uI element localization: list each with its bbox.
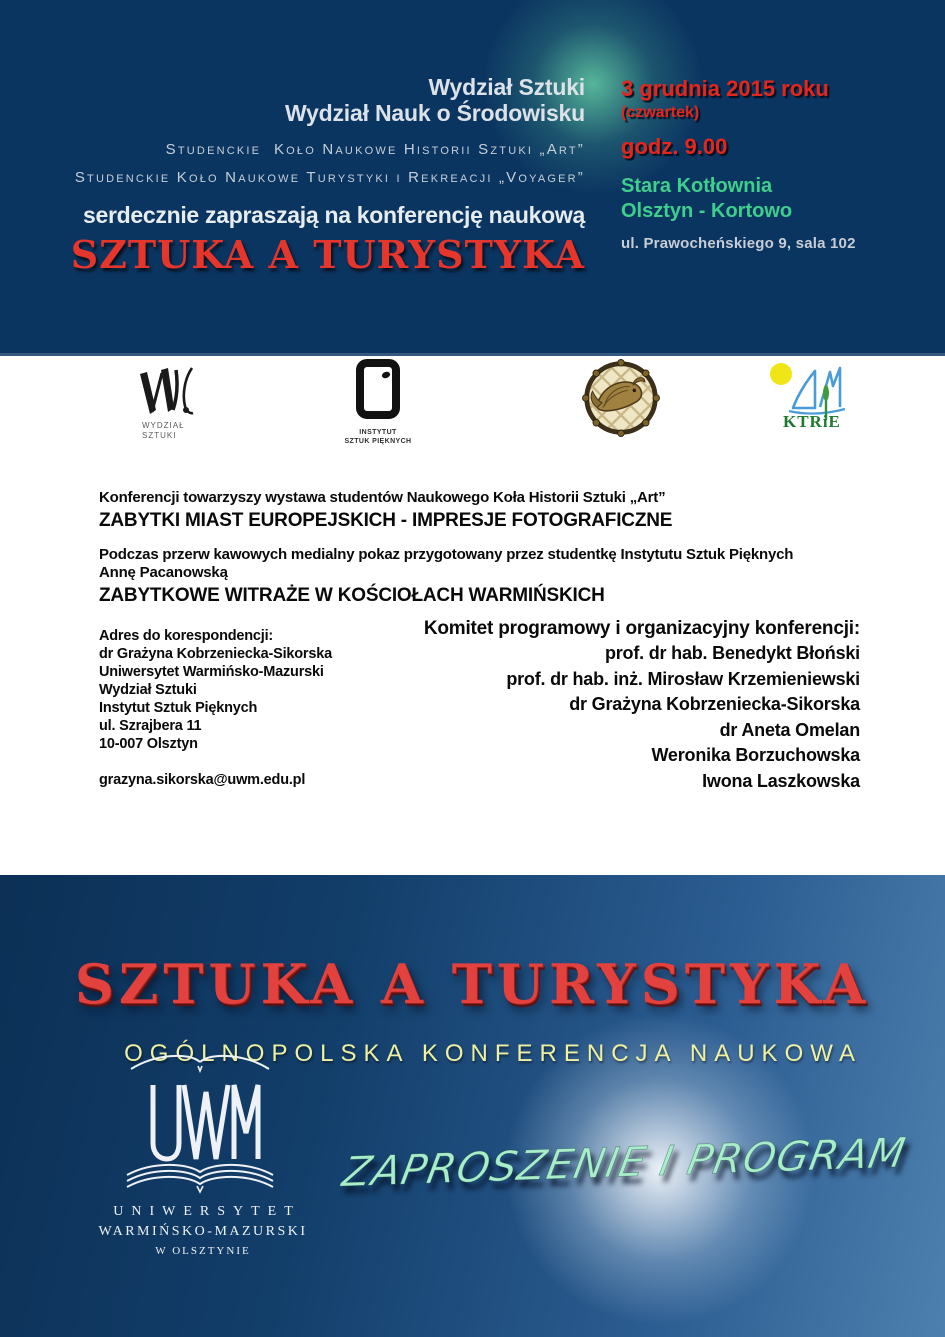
correspondence-line: Wydział Sztuki bbox=[99, 682, 197, 698]
committee-block bbox=[320, 616, 860, 794]
invitation-program-banner: ZAPROSZENIE I PROGRAM bbox=[338, 1128, 910, 1197]
committee-member: prof. dr hab. Benedykt Błoński bbox=[604, 643, 860, 663]
ktrie-logo bbox=[763, 360, 858, 437]
committee-member: Iwona Laszkowska bbox=[702, 770, 860, 791]
uwm-logo-icon bbox=[95, 1047, 311, 1197]
club-name-art: Studenckie Koło Naukowe Historii Sztuki „Art” bbox=[165, 140, 585, 158]
instytut-sztuk-pieknych-logo bbox=[344, 358, 423, 446]
uwm-name-line-3: W OLSZTYNIE bbox=[155, 1245, 251, 1257]
committee-member: Weronika Borzuchowska bbox=[651, 745, 860, 765]
date-venue-block bbox=[621, 78, 856, 252]
faculty-name-1: Wydział Sztuki bbox=[428, 74, 585, 100]
venue-city: Olsztyn - Kortowo bbox=[621, 200, 793, 222]
correspondence-line: Uniwersytet Warmińsko-Mazurski bbox=[99, 664, 324, 680]
invitation-line: serdecznie zapraszają na konferencję naukową bbox=[83, 202, 585, 229]
uwm-logo bbox=[95, 1047, 311, 1257]
wydzial-sztuki-logo-icon bbox=[128, 364, 214, 416]
wydzial-sztuki-caption: WYDZIAŁ SZTUKI bbox=[142, 421, 185, 440]
wydzial-sztuki-logo bbox=[128, 364, 214, 440]
header-section bbox=[0, 0, 945, 356]
committee-member: prof. dr hab. inż. Mirosław Krzemieniewski bbox=[506, 668, 860, 689]
venue-address: ul. Prawocheńskiego 9, sala 102 bbox=[621, 235, 856, 252]
committee-heading: Komitet programowy i organizacyjny konferencji: bbox=[423, 618, 860, 639]
committee-member: dr Grażyna Kobrzeniecka-Sikorska bbox=[569, 694, 860, 714]
fish-emblem-icon bbox=[578, 358, 664, 438]
student-clubs-block bbox=[71, 136, 585, 192]
exhibition-block bbox=[99, 489, 809, 608]
correspondence-email: grazyna.sikorska@uwm.edu.pl bbox=[99, 772, 306, 788]
exhibition-show-title: ZABYTKOWE WITRAŻE W KOŚCIOŁACH WARMIŃSKICH bbox=[99, 585, 605, 607]
ktrie-label: KTRiE bbox=[783, 412, 841, 431]
exhibition-intro: Konferencji towarzyszy wystawa studentów Naukowego Koła Historii Sztuki „Art” bbox=[99, 489, 666, 506]
cover-title: SZTUKA A TURYSTYKA bbox=[74, 952, 871, 1016]
exhibition-note-2: Annę Pacanowską bbox=[99, 564, 228, 582]
faculty-name-2: Wydział Nauk o Środowisku bbox=[284, 100, 585, 127]
uwm-name-line-2: WARMIŃSKO-MAZURSKI bbox=[98, 1224, 308, 1239]
exhibition-note-1: Podczas przerw kawowych medialny pokaz przygotowany przez studentkę Instytutu Sztuk Pięknych bbox=[99, 545, 794, 563]
conference-title: SZTUKA A TURYSTYKA bbox=[70, 232, 585, 278]
event-date: 3 grudnia 2015 roku bbox=[621, 76, 829, 101]
correspondence-line: ul. Szrajbera 11 bbox=[99, 718, 202, 734]
uwm-name-line-1: UNIWERSYTET bbox=[113, 1204, 301, 1219]
exhibition-title: ZABYTKI MIAST EUROPEJSKICH - IMPRESJE FOTOGRAFICZNE bbox=[99, 509, 673, 531]
instytut-sztuk-pieknych-caption: INSTYTUT SZTUK PIĘKNYCH bbox=[344, 429, 412, 446]
event-time: godz. 9.00 bbox=[621, 134, 728, 159]
organizers-block bbox=[71, 74, 585, 277]
canvas-frame-icon bbox=[353, 358, 403, 420]
correspondence-line: 10-007 Olsztyn bbox=[99, 736, 198, 752]
ktrie-logo-icon bbox=[763, 360, 858, 432]
fish-emblem-logo bbox=[578, 358, 664, 443]
cover-section bbox=[0, 875, 945, 1337]
venue-name: Stara Kotłownia bbox=[621, 175, 773, 197]
cover-subtitle: OGÓLNOPOLSKA KONFERENCJA NAUKOWA bbox=[124, 1040, 862, 1067]
committee-member: dr Aneta Omelan bbox=[719, 719, 860, 740]
club-name-voyager: Studenckie Koło Naukowe Turystyki i Rekreacji „Voyager” bbox=[74, 168, 585, 186]
event-weekday: (czwartek) bbox=[621, 104, 700, 121]
correspondence-line: Instytut Sztuk Pięknych bbox=[99, 700, 258, 716]
correspondence-heading: Adres do korespondencji: bbox=[99, 628, 274, 644]
correspondence-line: dr Grażyna Kobrzeniecka-Sikorska bbox=[99, 646, 332, 662]
